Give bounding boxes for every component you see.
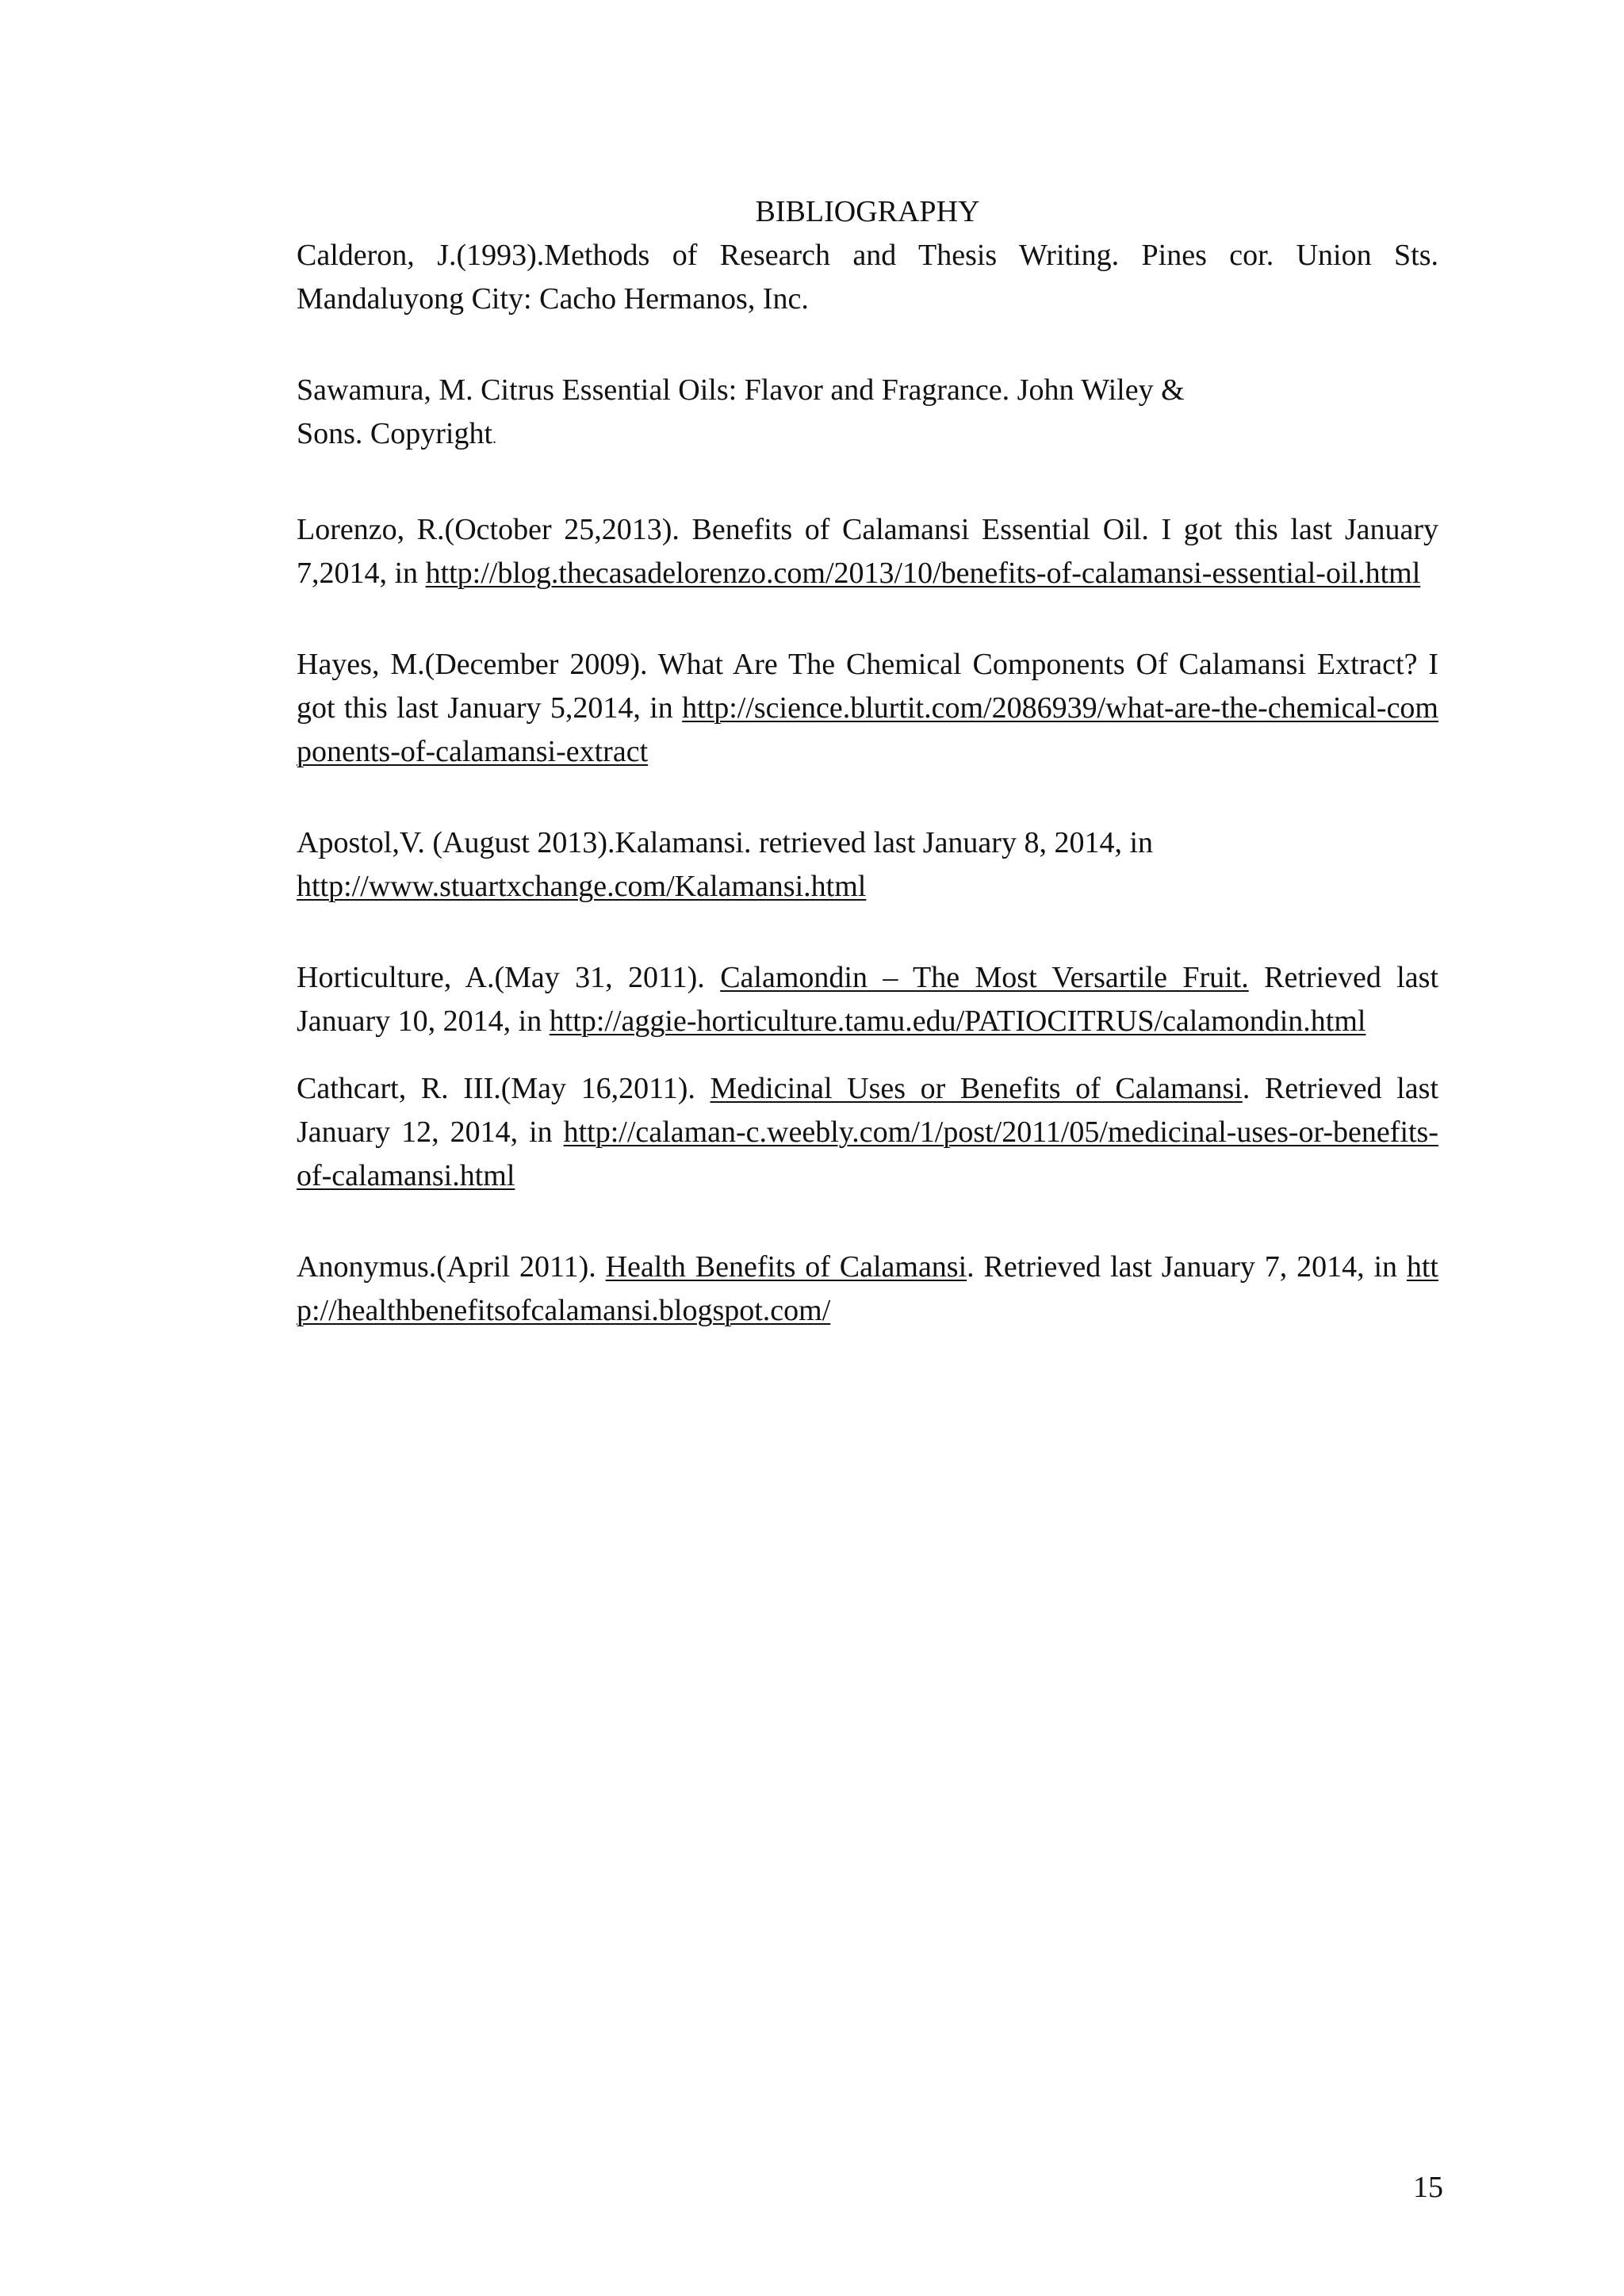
entry-url-link[interactable]: http://science.blurtit.com/2086939/what-are-the-chemical-components-of-calamansi-extract — [297, 691, 1438, 768]
bibliography-entry-horticulture — [297, 956, 1438, 1043]
bibliography-entry-anonymus — [297, 1246, 1438, 1333]
entry-url-link[interactable]: http://healthbenefitsofcalamansi.blogspot.com/ — [297, 1250, 1438, 1327]
entry-url-link[interactable]: http://calaman-c.weebly.com/1/post/2011/05/medicinal-uses-or-benefits-of-calamansi.html — [297, 1115, 1438, 1192]
entry-url-link[interactable]: http://blog.thecasadelorenzo.com/2013/10/benefits-of-calamansi-essential-oil.html — [425, 557, 1421, 590]
entry-title: Medicinal Uses or Benefits of Calamansi — [710, 1072, 1243, 1105]
entry-url-link[interactable]: http://aggie-horticulture.tamu.edu/PATIOCITRUS/calamondin.html — [549, 1004, 1366, 1038]
entry-text: Calderon, J.(1993).Methods of Research and Thesis Writing. Pines cor. Union Sts. Mandaluyong City: Cacho Hermanos, Inc. — [297, 239, 1438, 316]
entry-text-before: Horticulture, A.(May 31, 2011). — [297, 961, 721, 994]
entry-text-after: . Retrieved last January 12, 2014, in — [297, 1072, 1439, 1149]
bibliography-entry-sawamura — [297, 369, 1438, 461]
entry-text-after: . Retrieved last January 7, 2014, in — [967, 1250, 1407, 1284]
entry-text-before: Anonymus.(April 2011). — [297, 1250, 606, 1284]
bibliography-section — [297, 190, 1438, 1333]
page-title: BIBLIOGRAPHY — [755, 195, 980, 228]
bibliography-entry-calderon — [297, 234, 1438, 321]
entry-text: Apostol,V. (August 2013).Kalamansi. retrieved last January 8, 2014, in — [297, 826, 1154, 859]
entry-title: Health Benefits of Calamansi — [605, 1250, 967, 1284]
entry-title: Calamondin – The Most Versartile Fruit. — [720, 961, 1249, 994]
page-number: 15 — [1413, 2171, 1443, 2204]
entry-url-link[interactable]: http://www.stuartxchange.com/Kalamansi.html — [297, 870, 867, 903]
entry-text: Lorenzo, R.(October 25,2013). Benefits of Calamansi Essential Oil. I got this last January 7,2014, in — [297, 513, 1438, 590]
entry-text-after: Retrieved last January 10, 2014, in — [297, 961, 1438, 1038]
bibliography-entry-cathcart — [297, 1067, 1438, 1198]
bibliography-entry-apostol — [297, 821, 1438, 909]
bibliography-entry-hayes — [297, 643, 1438, 774]
bibliography-entry-lorenzo — [297, 508, 1438, 595]
entry-text-line-2: Sons. Copyright — [297, 417, 493, 450]
entry-trailing-dot: . — [492, 430, 497, 447]
entry-text-line-1: Sawamura, M. Citrus Essential Oils: Flavor and Fragrance. John Wiley & — [297, 373, 1185, 407]
entry-text: Hayes, M.(December 2009). What Are The Chemical Components Of Calamansi Extract? I got this last January 5,2014, in — [297, 648, 1438, 725]
entry-text-before: Cathcart, R. III.(May 16,2011). — [297, 1072, 710, 1105]
